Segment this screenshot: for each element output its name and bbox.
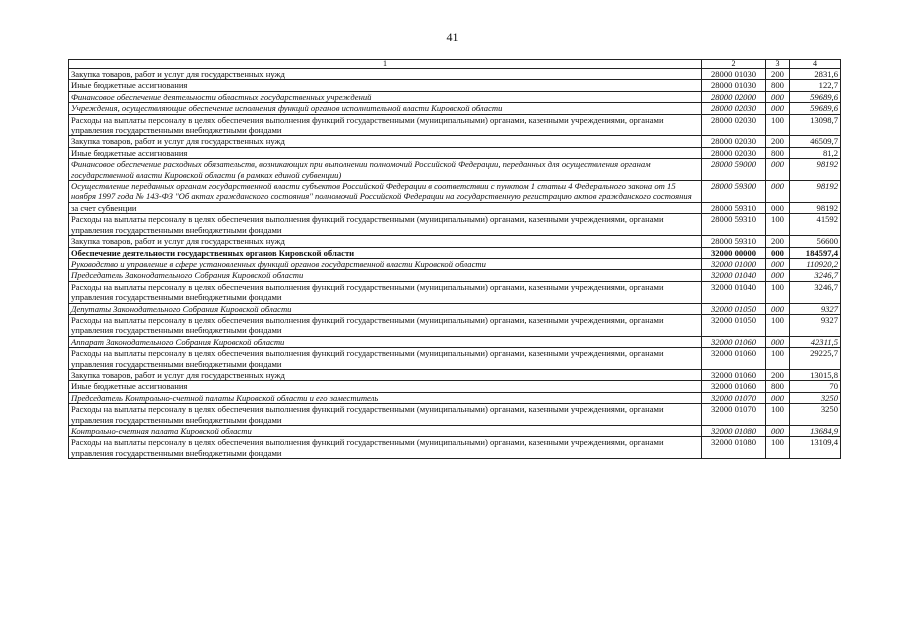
row-code-cell: 32000 01060 — [702, 348, 766, 370]
row-group-cell: 000 — [766, 91, 790, 102]
row-group-cell: 800 — [766, 147, 790, 158]
row-amount-cell: 29225,7 — [790, 348, 841, 370]
row-group-cell: 000 — [766, 103, 790, 114]
row-amount-cell: 13109,4 — [790, 437, 841, 459]
table-header-row — [69, 60, 841, 69]
row-code-cell: 32000 00000 — [702, 247, 766, 258]
budget-table — [68, 59, 841, 459]
row-amount-cell: 98192 — [790, 159, 841, 181]
table-row — [69, 426, 841, 437]
row-group-cell: 100 — [766, 314, 790, 336]
row-amount-cell: 184597,4 — [790, 247, 841, 258]
table-row — [69, 336, 841, 347]
table-row — [69, 103, 841, 114]
row-code-cell: 32000 01040 — [702, 281, 766, 303]
row-amount-cell: 2831,6 — [790, 69, 841, 80]
row-name-cell: Депутаты Законодательного Собрания Кировской области — [69, 303, 702, 314]
table-row — [69, 258, 841, 269]
row-amount-cell: 42311,5 — [790, 336, 841, 347]
row-amount-cell: 98192 — [790, 181, 841, 203]
row-group-cell: 000 — [766, 159, 790, 181]
row-name-cell: Расходы на выплаты персоналу в целях обеспечения выполнения функций государственными (муниципальными) органами, казенными учреждениями, органами управления государственными внебюджетными фондами — [69, 404, 702, 426]
table-row — [69, 236, 841, 247]
row-amount-cell: 70 — [790, 381, 841, 392]
row-code-cell: 32000 01080 — [702, 437, 766, 459]
row-code-cell: 32000 01050 — [702, 314, 766, 336]
row-amount-cell: 3246,7 — [790, 270, 841, 281]
row-amount-cell: 41592 — [790, 214, 841, 236]
row-name-cell: Закупка товаров, работ и услуг для государственных нужд — [69, 136, 702, 147]
row-group-cell: 200 — [766, 236, 790, 247]
row-name-cell: Расходы на выплаты персоналу в целях обеспечения выполнения функций государственными (муниципальными) органами, казенными учреждениями, органами управления государственными внебюджетными фондами — [69, 114, 702, 136]
row-amount-cell: 3250 — [790, 404, 841, 426]
table-row — [69, 181, 841, 203]
table-row — [69, 69, 841, 80]
header-col-1: 1 — [69, 60, 702, 69]
row-group-cell: 000 — [766, 258, 790, 269]
table-row — [69, 136, 841, 147]
row-name-cell: Обеспечение деятельности государственных органов Кировской области — [69, 247, 702, 258]
row-code-cell: 32000 01070 — [702, 392, 766, 403]
row-name-cell: Аппарат Законодательного Собрания Кировской области — [69, 336, 702, 347]
row-group-cell: 200 — [766, 69, 790, 80]
row-code-cell: 28000 59310 — [702, 202, 766, 213]
table-row — [69, 247, 841, 258]
row-amount-cell: 81,2 — [790, 147, 841, 158]
row-code-cell: 28000 59310 — [702, 214, 766, 236]
row-group-cell: 100 — [766, 214, 790, 236]
row-code-cell: 28000 02030 — [702, 136, 766, 147]
table-row — [69, 114, 841, 136]
row-group-cell: 200 — [766, 136, 790, 147]
row-group-cell: 000 — [766, 392, 790, 403]
row-group-cell: 000 — [766, 247, 790, 258]
budget-table-body — [69, 60, 841, 459]
table-row — [69, 159, 841, 181]
row-name-cell: Контрольно-счетная палата Кировской области — [69, 426, 702, 437]
table-row — [69, 381, 841, 392]
row-amount-cell: 46509,7 — [790, 136, 841, 147]
row-group-cell: 000 — [766, 181, 790, 203]
row-name-cell: Расходы на выплаты персоналу в целях обеспечения выполнения функций государственными (муниципальными) органами, казенными учреждениями, органами управления государственными внебюджетными фондами — [69, 214, 702, 236]
page-number: 41 — [446, 30, 459, 44]
row-code-cell: 28000 02030 — [702, 103, 766, 114]
row-name-cell: Иные бюджетные ассигнования — [69, 147, 702, 158]
row-code-cell: 32000 01080 — [702, 426, 766, 437]
row-amount-cell: 3250 — [790, 392, 841, 403]
table-row — [69, 348, 841, 370]
row-name-cell: Закупка товаров, работ и услуг для государственных нужд — [69, 369, 702, 380]
row-name-cell: Расходы на выплаты персоналу в целях обеспечения выполнения функций государственными (муниципальными) органами, казенными учреждениями, органами управления государственными внебюджетными фондами — [69, 314, 702, 336]
row-group-cell: 100 — [766, 281, 790, 303]
row-code-cell: 32000 01060 — [702, 381, 766, 392]
table-row — [69, 80, 841, 91]
header-col-4: 4 — [790, 60, 841, 69]
row-group-cell: 000 — [766, 270, 790, 281]
row-group-cell: 000 — [766, 202, 790, 213]
row-code-cell: 28000 01030 — [702, 69, 766, 80]
header-col-2: 2 — [702, 60, 766, 69]
row-amount-cell: 13684,9 — [790, 426, 841, 437]
table-row — [69, 281, 841, 303]
row-name-cell: Иные бюджетные ассигнования — [69, 80, 702, 91]
row-name-cell: Расходы на выплаты персоналу в целях обеспечения выполнения функций государственными (муниципальными) органами, казенными учреждениями, органами управления государственными внебюджетными фондами — [69, 437, 702, 459]
row-code-cell: 32000 01070 — [702, 404, 766, 426]
row-code-cell: 28000 59000 — [702, 159, 766, 181]
row-code-cell: 32000 01050 — [702, 303, 766, 314]
row-code-cell: 32000 01060 — [702, 336, 766, 347]
row-group-cell: 100 — [766, 114, 790, 136]
row-amount-cell: 56600 — [790, 236, 841, 247]
row-group-cell: 000 — [766, 426, 790, 437]
row-name-cell: Учреждения, осуществляющие обеспечение исполнения функций органов исполнительной власти Кировской области — [69, 103, 702, 114]
row-amount-cell: 3246,7 — [790, 281, 841, 303]
row-code-cell: 32000 01000 — [702, 258, 766, 269]
table-row — [69, 404, 841, 426]
row-name-cell: Закупка товаров, работ и услуг для государственных нужд — [69, 69, 702, 80]
row-group-cell: 000 — [766, 336, 790, 347]
table-row — [69, 369, 841, 380]
row-code-cell: 28000 01030 — [702, 80, 766, 91]
row-name-cell: за счет субвенции — [69, 202, 702, 213]
header-col-3: 3 — [766, 60, 790, 69]
row-amount-cell: 122,7 — [790, 80, 841, 91]
row-name-cell: Расходы на выплаты персоналу в целях обеспечения выполнения функций государственными (муниципальными) органами, казенными учреждениями, органами управления государственными внебюджетными фондами — [69, 281, 702, 303]
table-row — [69, 303, 841, 314]
row-group-cell: 100 — [766, 348, 790, 370]
table-row — [69, 437, 841, 459]
row-group-cell: 800 — [766, 80, 790, 91]
row-code-cell: 28000 02000 — [702, 91, 766, 102]
row-name-cell: Закупка товаров, работ и услуг для государственных нужд — [69, 236, 702, 247]
table-row — [69, 214, 841, 236]
row-amount-cell: 9327 — [790, 303, 841, 314]
row-name-cell: Иные бюджетные ассигнования — [69, 381, 702, 392]
row-name-cell: Осуществление переданных органам государственной власти субъектов Российской Федерации в соответствии с пунктом 1 статьи 4 Федерального закона от 15 ноября 1997 года № 143-ФЗ "Об актах гражданского состояния" полномочий Российской Федерации на государственную регистрацию актов гражданского состояния — [69, 181, 702, 203]
row-amount-cell: 110920,2 — [790, 258, 841, 269]
row-group-cell: 100 — [766, 404, 790, 426]
table-row — [69, 91, 841, 102]
table-row — [69, 202, 841, 213]
row-amount-cell: 98192 — [790, 202, 841, 213]
row-group-cell: 200 — [766, 369, 790, 380]
row-amount-cell: 59689,6 — [790, 103, 841, 114]
row-amount-cell: 9327 — [790, 314, 841, 336]
row-code-cell: 32000 01060 — [702, 369, 766, 380]
row-name-cell: Финансовое обеспечение деятельности областных государственных учреждений — [69, 91, 702, 102]
row-code-cell: 28000 02030 — [702, 114, 766, 136]
table-row — [69, 147, 841, 158]
row-name-cell: Председатель Контрольно-счетной палаты Кировской области и его заместитель — [69, 392, 702, 403]
row-amount-cell: 13015,8 — [790, 369, 841, 380]
row-name-cell: Финансовое обеспечение расходных обязательств, возникающих при выполнении полномочий Российской Федерации, переданных для осуществления органам государственной власти Кировской области (в рамках единой субвенции) — [69, 159, 702, 181]
row-amount-cell: 13098,7 — [790, 114, 841, 136]
row-name-cell: Председатель Законодательного Собрания Кировской области — [69, 270, 702, 281]
table-row — [69, 392, 841, 403]
row-code-cell: 32000 01040 — [702, 270, 766, 281]
table-row — [69, 314, 841, 336]
row-group-cell: 800 — [766, 381, 790, 392]
row-amount-cell: 59689,6 — [790, 91, 841, 102]
row-name-cell: Руководство и управление в сфере установленных функций органов государственной власти Кировской области — [69, 258, 702, 269]
table-row — [69, 270, 841, 281]
row-code-cell: 28000 59300 — [702, 181, 766, 203]
row-name-cell: Расходы на выплаты персоналу в целях обеспечения выполнения функций государственными (муниципальными) органами, казенными учреждениями, органами управления государственными внебюджетными фондами — [69, 348, 702, 370]
row-group-cell: 000 — [766, 303, 790, 314]
row-group-cell: 100 — [766, 437, 790, 459]
row-code-cell: 28000 59310 — [702, 236, 766, 247]
row-code-cell: 28000 02030 — [702, 147, 766, 158]
